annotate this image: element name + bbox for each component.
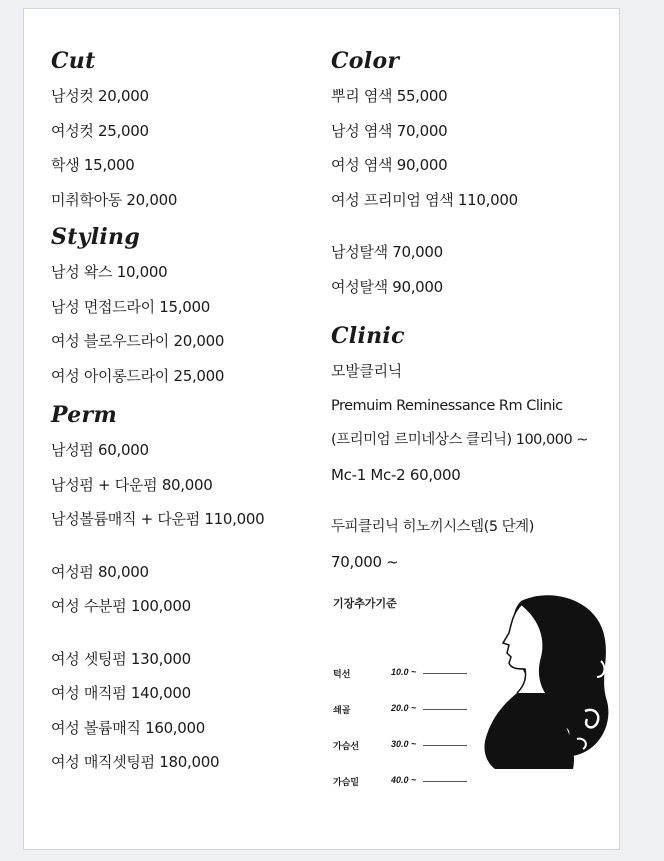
price-menu-page: [23, 8, 620, 850]
clinic-item: 모발클리닉: [331, 362, 402, 380]
perm-heading: Perm: [51, 402, 118, 428]
color-item: 여성탈색 90,000: [331, 277, 443, 296]
length-marker-line: [423, 781, 467, 782]
length-row: [331, 773, 491, 789]
perm-item: 여성 매직셋팅펌 180,000: [51, 753, 220, 771]
length-value: 20.0 ~: [391, 703, 417, 713]
cut-heading: Cut: [51, 48, 96, 74]
color-item: 뿌리 염색 55,000: [331, 87, 448, 105]
length-label: 턱선: [333, 669, 351, 679]
cut-item: 미취학아동 20,000: [51, 190, 178, 209]
styling-item: 여성 아이롱드라이 25,000: [51, 366, 225, 385]
length-row: [331, 701, 491, 717]
perm-item: 남성펌 + 다운펌 80,000: [51, 475, 213, 494]
length-value: 40.0 ~: [391, 775, 417, 785]
perm-item: 여성 매직펌 140,000: [51, 684, 191, 702]
color-item: 여성 염색 90,000: [331, 156, 448, 174]
perm-item: 여성 셋팅펌 130,000: [51, 649, 191, 668]
color-item: 남성 염색 70,000: [331, 121, 448, 140]
length-marker-line: [423, 673, 467, 674]
length-value: 10.0 ~: [391, 667, 417, 677]
scalp-clinic-price: 70,000 ~: [331, 552, 399, 571]
length-row: [331, 737, 491, 753]
right-column: [331, 45, 613, 579]
color-item: 남성탈색 70,000: [331, 243, 443, 261]
styling-item: 남성 면접드라이 15,000: [51, 297, 210, 316]
cut-item: 여성컷 25,000: [51, 121, 149, 140]
cut-item: 남성컷 20,000: [51, 87, 149, 105]
perm-item: 남성볼륨매직 + 다운펌 110,000: [51, 510, 265, 528]
color-heading: Color: [331, 48, 400, 74]
clinic-item: Mc-1 Mc-2 60,000: [331, 465, 461, 484]
length-label: 가슴밑: [333, 777, 360, 787]
scalp-clinic-item: 두피클리닉 히노끼시스템(5 단계): [331, 519, 534, 535]
length-value: 30.0 ~: [391, 739, 417, 749]
woman-silhouette-icon: [481, 591, 611, 771]
clinic-item: Premuim Reminessance Rm Clinic: [331, 397, 563, 414]
color-item: 여성 프리미엄 염색 110,000: [331, 190, 518, 209]
styling-heading: Styling: [51, 224, 141, 250]
left-column: [51, 45, 313, 780]
styling-item: 남성 왁스 10,000: [51, 263, 168, 281]
length-marker-line: [423, 709, 467, 710]
length-label: 가슴선: [333, 741, 360, 751]
length-marker-line: [423, 745, 467, 746]
perm-item: 남성펌 60,000: [51, 441, 149, 459]
perm-item: 여성펌 80,000: [51, 562, 149, 581]
styling-item: 여성 블로우드라이 20,000: [51, 332, 225, 350]
length-guide-title: 기장추가기준: [333, 598, 397, 610]
length-row: [331, 665, 491, 681]
length-label: 쇄골: [333, 705, 351, 715]
cut-item: 학생 15,000: [51, 156, 135, 174]
clinic-heading: Clinic: [331, 323, 405, 349]
clinic-item: (프리미엄 르미네상스 클리닉) 100,000 ~: [331, 432, 588, 448]
length-guide: [331, 591, 611, 821]
perm-item: 여성 수분펌 100,000: [51, 597, 191, 615]
perm-item: 여성 볼륨매직 160,000: [51, 718, 206, 737]
